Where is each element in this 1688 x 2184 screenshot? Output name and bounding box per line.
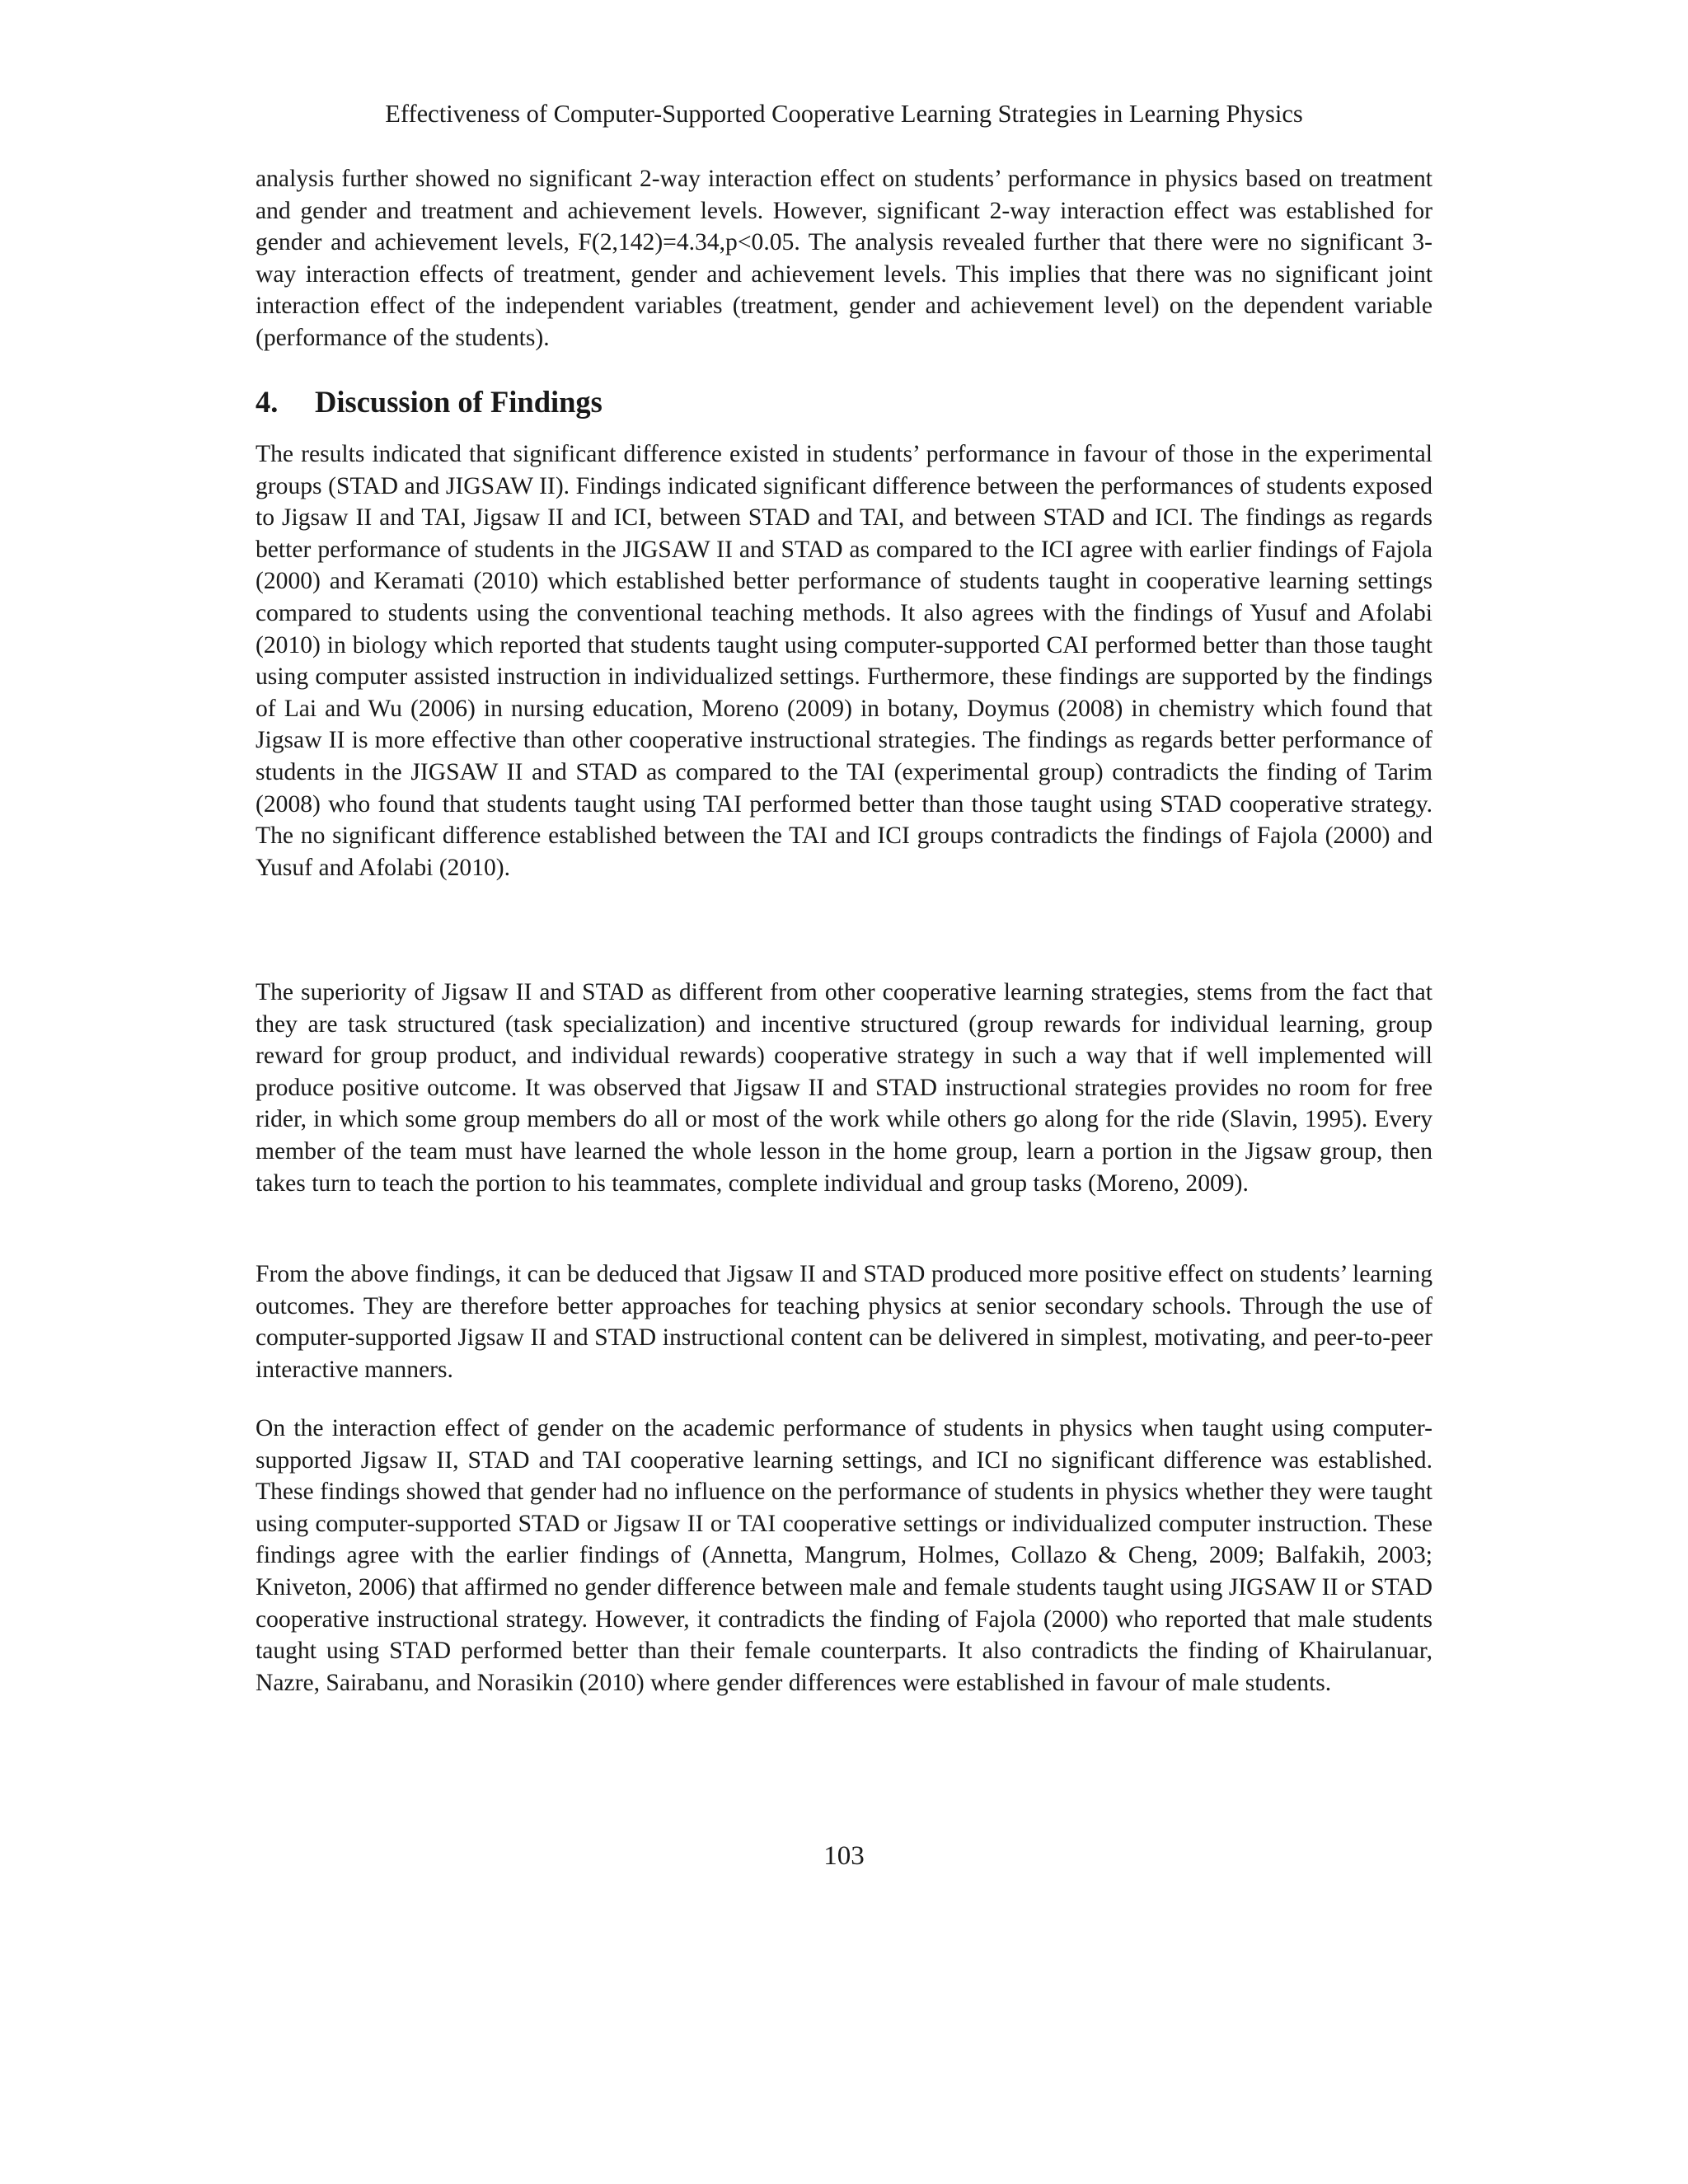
section-number: 4. bbox=[256, 385, 279, 419]
section-heading bbox=[256, 382, 603, 422]
discussion-paragraph-2: The superiority of Jigsaw II and STAD as different from other cooperative learning strategies, stems from the fact that they are task structured (task specialization) and incentive structured (group rewards for individual learning, group reward for group product, and individual rewards) cooperative strategy in such a way that if well implemented will produce positive outcome. It was observed that Jigsaw II and STAD instructional strategies provides no room for free rider, in which some group members do all or most of the work while others go along for the ride (Slavin, 1995). Every member of the team must have learned the whole lesson in the home group, learn a portion in the Jigsaw group, then takes turn to teach the portion to his teammates, complete individual and group tasks (Moreno, 2009). bbox=[256, 979, 1432, 1197]
results-paragraph: analysis further showed no significant 2-way interaction effect on students’ performance in physics based on treatment and gender and treatment and achievement levels. However, significant 2-way interaction effect was established for gender and achievement levels, F(2,142)=4.34,p<0.05. The analysis revealed further that there were no significant 3-way interaction effects of treatment, gender and achievement levels. This implies that there was no significant joint interaction effect of the independent variables (treatment, gender and achievement level) on the dependent variable (performance of the students). bbox=[256, 166, 1432, 351]
discussion-paragraph-4: On the interaction effect of gender on the academic performance of students in physics when taught using computer-supported Jigsaw II, STAD and TAI cooperative learning settings, and ICI no significant difference was established. These findings showed that gender had no influence on the performance of students in physics whether they were taught using computer-supported STAD or Jigsaw II or TAI cooperative settings or individualized computer instruction. These findings agree with the earlier findings of (Annetta, Mangrum, Holmes, Collazo & Cheng, 2009; Balfakih, 2003; Kniveton, 2006) that affirmed no gender difference between male and female students taught using JIGSAW II or STAD cooperative instructional strategy. However, it contradicts the finding of Fajola (2000) who reported that male students taught using STAD performed better than their female counterparts. It also contradicts the finding of Khairulanuar, Nazre, Sairabanu, and Norasikin (2010) where gender differences were established in favour of male students. bbox=[256, 1415, 1432, 1696]
page-number: 103 bbox=[823, 1841, 865, 1871]
discussion-paragraph-3: From the above findings, it can be deduced that Jigsaw II and STAD produced more positive effect on students’ learning outcomes. They are therefore better approaches for teaching physics at senior secondary schools. Through the use of computer-supported Jigsaw II and STAD instructional content can be delivered in simplest, motivating, and peer-to-peer interactive manners. bbox=[256, 1261, 1432, 1383]
section-title: Discussion of Findings bbox=[315, 385, 603, 419]
discussion-paragraph-1: The results indicated that significant difference existed in students’ performance in favour of those in the experimental groups (STAD and JIGSAW II). Findings indicated significant difference between the performances of students exposed to Jigsaw II and TAI, Jigsaw II and ICI, between STAD and TAI, and between STAD and ICI. The findings as regards better performance of students in the JIGSAW II and STAD as compared to the ICI agree with earlier findings of Fajola (2000) and Keramati (2010) which established better performance of students taught in cooperative learning settings compared to students using the conventional teaching methods. It also agrees with the findings of Yusuf and Afolabi (2010) in biology which reported that students taught using computer-supported CAI performed better than those taught using computer assisted instruction in individualized settings. Furthermore, these findings are supported by the findings of Lai and Wu (2006) in nursing education, Moreno (2009) in botany, Doymus (2008) in chemistry which found that Jigsaw II is more effective than other cooperative instructional strategies. The findings as regards better performance of students in the JIGSAW II and STAD as compared to the TAI (experimental group) contradicts the finding of Tarim (2008) who found that students taught using TAI performed better than those taught using STAD cooperative strategy. The no significant difference established between the TAI and ICI groups contradicts the findings of Fajola (2000) and Yusuf and Afolabi (2010). bbox=[256, 441, 1432, 881]
running-header: Effectiveness of Computer-Supported Cooperative Learning Strategies in Learning Physics bbox=[385, 100, 1303, 128]
